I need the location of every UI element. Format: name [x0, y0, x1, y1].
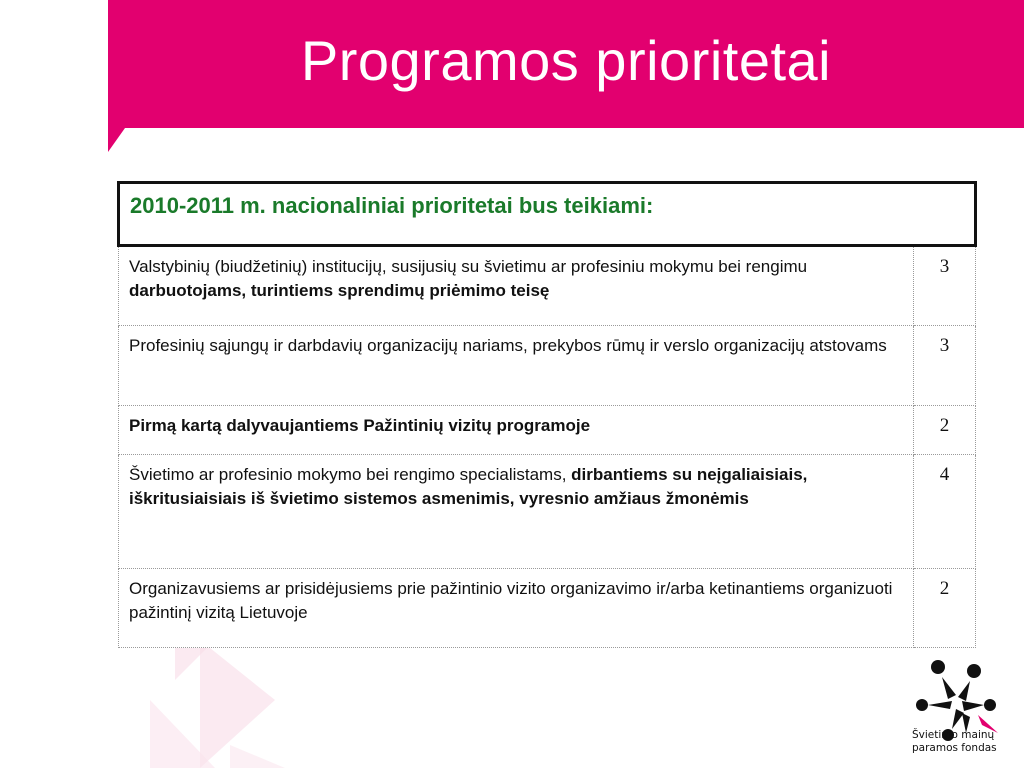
- row-description: Pirmą kartą dalyvaujantiems Pažintinių vizitų programoje: [119, 406, 914, 455]
- row-value: 2: [914, 569, 976, 648]
- table-row: [119, 455, 976, 569]
- row-description: Organizavusiems ar prisidėjusiems prie pažintinio vizito organizavimo ir/arba ketinantiems organizuoti pažintinį vizitą Lietuvoje: [119, 569, 914, 648]
- row-value: 2: [914, 406, 976, 455]
- table-row: [119, 246, 976, 326]
- logo-figure: [962, 701, 984, 711]
- logo-head: [967, 664, 981, 678]
- logo-line-1: Švietimo mainų: [912, 729, 995, 741]
- table-row: [119, 406, 976, 455]
- slide-title: Programos prioritetai: [300, 29, 832, 92]
- row-value: 3: [914, 326, 976, 406]
- logo-line-2: paramos fondas: [912, 742, 997, 754]
- table-heading: 2010-2011 m. nacionaliniai prioritetai bus teikiami:: [119, 183, 976, 246]
- row-description: Valstybinių (biudžetinių) institucijų, susijusių su švietimu ar profesiniu mokymu bei rengimu darbuotojams, turintiems sprendimų priėmimo teisę: [119, 246, 914, 326]
- row-value: 4: [914, 455, 976, 569]
- logo-head: [931, 660, 945, 674]
- logo-head: [916, 699, 928, 711]
- logo-figure: [928, 701, 952, 709]
- decor-triangle: [230, 745, 285, 768]
- priorities-table: [117, 181, 977, 648]
- logo-figure: [958, 681, 970, 701]
- table-header-row: [119, 183, 976, 246]
- row-description: Švietimo ar profesinio mokymo bei rengimo specialistams, dirbantiems su neįgaliaisiais, iškritusiaisiais iš švietimo sistemos asmenimis, vyresnio amžiaus žmonėmis: [119, 455, 914, 569]
- row-value: 3: [914, 246, 976, 326]
- table-row: [119, 569, 976, 648]
- logo-head: [984, 699, 996, 711]
- logo-caption: [912, 729, 997, 755]
- logo-figure: [952, 709, 964, 729]
- row-description: Profesinių sąjungų ir darbdavių organizacijų nariams, prekybos rūmų ir verslo organizacijų atstovams: [119, 326, 914, 406]
- logo-figure: [942, 677, 956, 699]
- table-row: [119, 326, 976, 406]
